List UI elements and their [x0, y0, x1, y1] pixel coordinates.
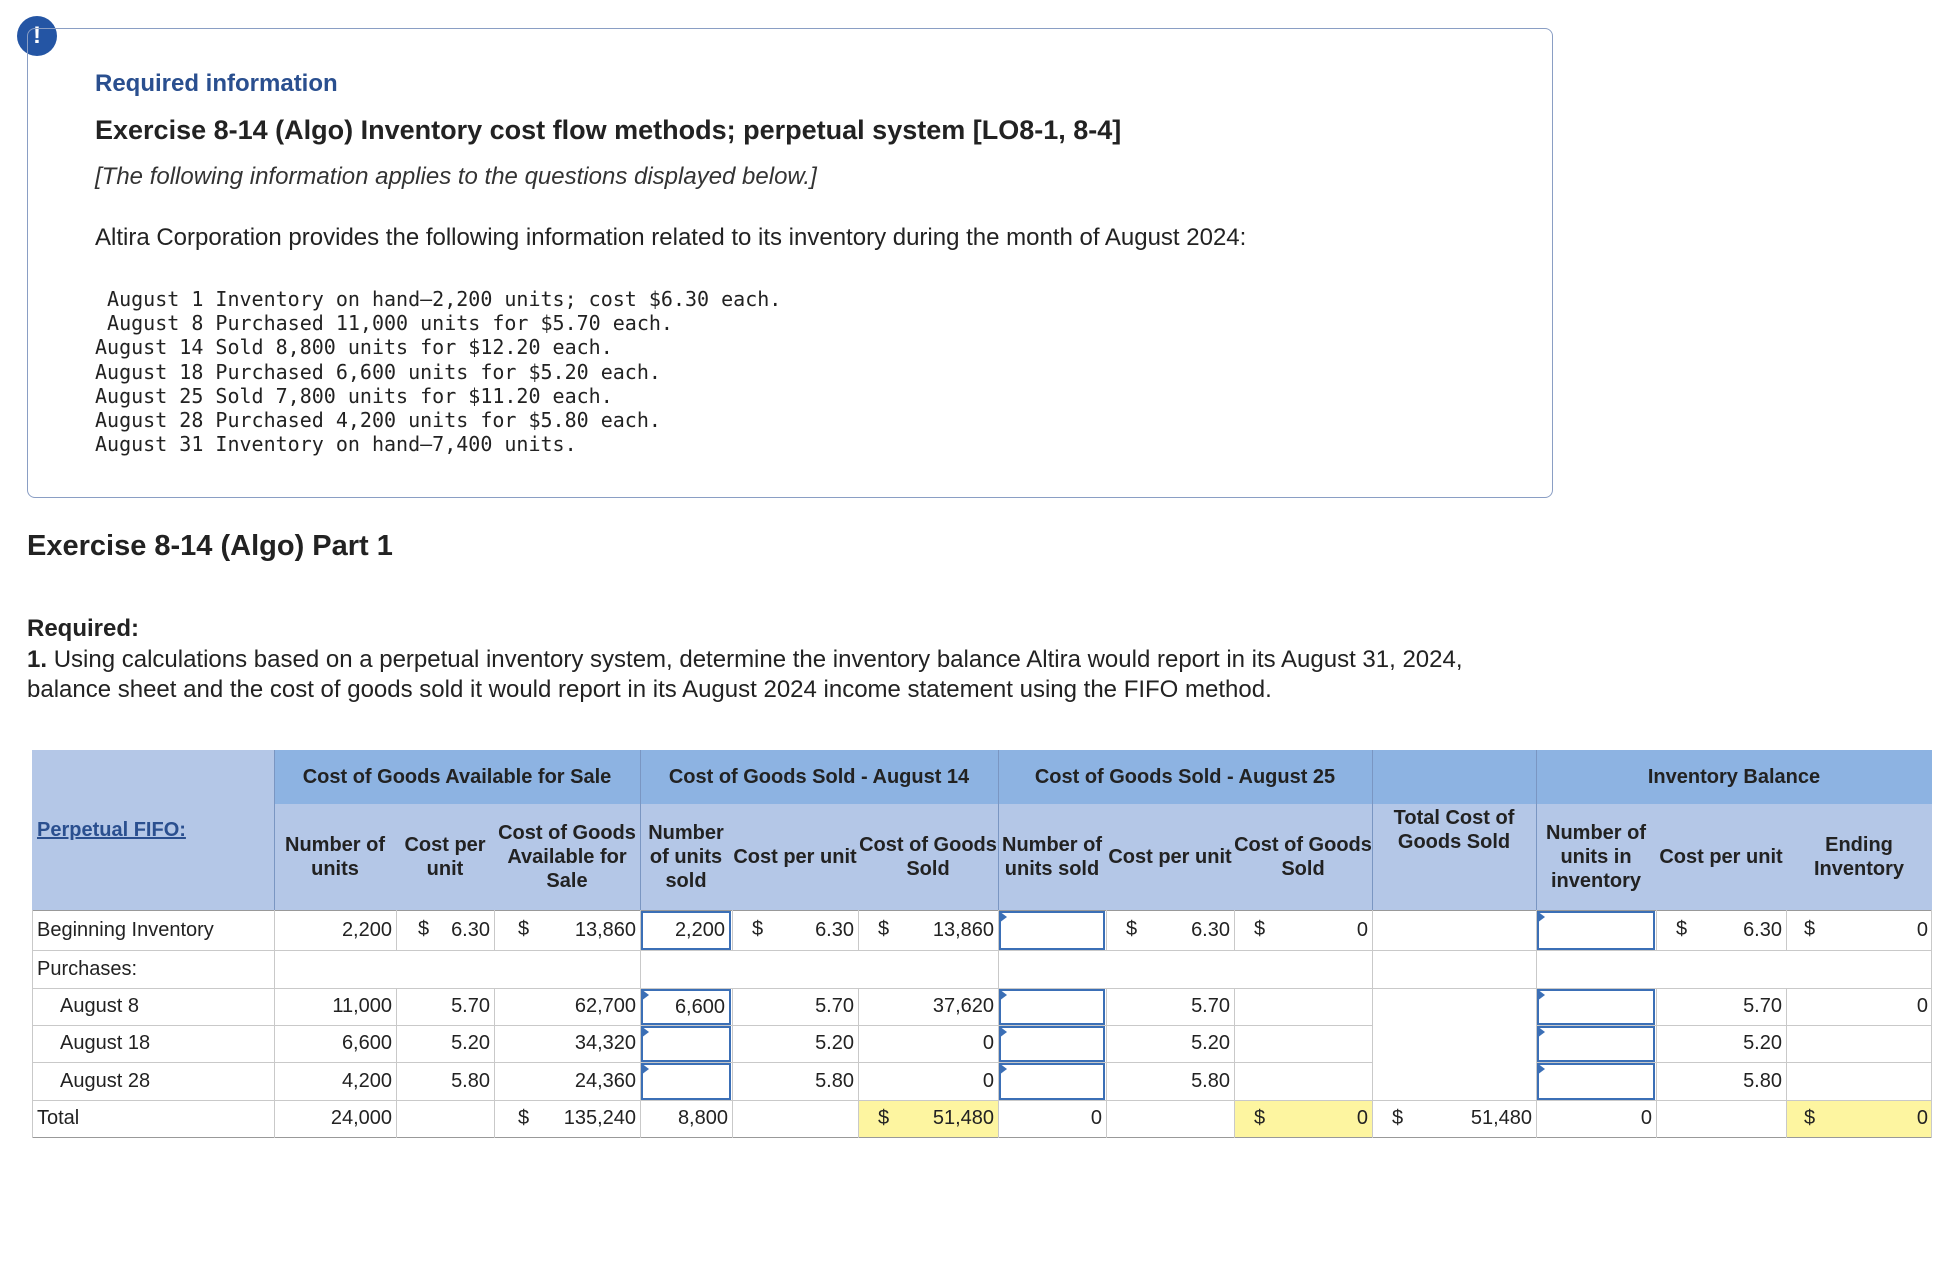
aug28-units-inventory-input[interactable]	[1537, 1063, 1655, 1100]
aug18-units-inventory-input[interactable]	[1537, 1026, 1655, 1062]
data-line: August 25 Sold 7,800 units for $11.20 each.	[95, 383, 613, 408]
beginning-ending-inventory: 0	[1916, 918, 1928, 941]
col-header-cogas: Cost of Goods Available for Sale	[498, 822, 636, 892]
col-header-cpu-inventory: Cost per unit	[1659, 846, 1783, 868]
aug18-cogs-14: 0	[982, 1032, 994, 1054]
dollar-sign: $	[1676, 918, 1688, 940]
input-marker	[641, 989, 649, 1001]
col-header-units-sold-14: Number of units sold	[648, 822, 724, 892]
aug8-sold-25-input[interactable]	[999, 989, 1105, 1025]
total-cogas: 135,240	[563, 1107, 636, 1129]
input-marker	[1537, 989, 1545, 1001]
aug18-cpu-inventory: 5.20	[1743, 1032, 1782, 1054]
dollar-sign: $	[518, 1107, 530, 1129]
input-marker	[1537, 1026, 1545, 1038]
total-cogs-25: 0	[1356, 1107, 1368, 1129]
aug8-cpu-14: 5.70	[815, 995, 854, 1017]
aug28-cogas: 24,360	[574, 1069, 636, 1092]
input-marker	[999, 1063, 1007, 1075]
row-label-aug8: August 8	[60, 995, 139, 1017]
question-number: 1.	[27, 646, 48, 673]
row-label-aug18: August 18	[60, 1032, 151, 1054]
col-header-cpu-14: Cost per unit	[733, 846, 857, 868]
input-marker	[999, 989, 1007, 1001]
dollar-sign: $	[1804, 1107, 1816, 1129]
group-header-balance: Inventory Balance	[1647, 766, 1821, 788]
col-header-cpu: Cost per unit	[404, 834, 486, 880]
data-line: August 14 Sold 8,800 units for $12.20 each.	[95, 335, 613, 360]
question-text: Using calculations based on a perpetual inventory system, determine the inventory balance Altira would report in its August 31, 2024, balance sheet and the cost of goods sold it would report in its August 2024 income statement using the FIFO method.	[27, 646, 1463, 703]
data-line: August 31 Inventory on hand—7,400 units.	[95, 432, 577, 457]
col-header-ending-inventory: Ending Inventory	[1813, 834, 1905, 880]
dollar-sign: $	[878, 1107, 890, 1129]
beginning-sold-25-input[interactable]	[999, 911, 1105, 950]
dollar-sign: $	[418, 918, 430, 940]
aug8-units-inventory-input[interactable]	[1537, 989, 1655, 1025]
dollar-sign: $	[1254, 1107, 1266, 1129]
beginning-cpu: 6.30	[451, 918, 490, 941]
aug28-cpu-14: 5.80	[815, 1069, 854, 1092]
worksheet-title-text: Perpetual FIFO:	[37, 818, 186, 841]
aug18-cpu-14: 5.20	[815, 1032, 854, 1054]
input-marker	[999, 1026, 1007, 1038]
aug28-cpu-25: 5.80	[1191, 1069, 1230, 1092]
aug8-cogas: 62,700	[574, 995, 636, 1017]
total-ending-inventory: 0	[1916, 1107, 1928, 1129]
aug28-sold-25-input[interactable]	[999, 1063, 1105, 1100]
row-label-aug28: August 28	[60, 1069, 151, 1092]
required-info-heading: Required information	[95, 70, 338, 97]
aug8-units: 11,000	[332, 995, 392, 1017]
dollar-sign: $	[1126, 918, 1138, 940]
aug8-sold-14-input[interactable]: 6,600	[641, 989, 731, 1025]
data-line: August 28 Purchased 4,200 units for $5.80 each.	[95, 408, 661, 433]
aug18-sold-25-input[interactable]	[999, 1026, 1105, 1062]
col-header-units: Number of units	[285, 834, 385, 880]
aug8-ending-inventory: 0	[1916, 995, 1928, 1017]
aug28-cogs-14: 0	[982, 1069, 994, 1092]
data-line: August 18 Purchased 6,600 units for $5.20 each.	[95, 359, 661, 384]
exclamation-icon: !	[17, 16, 57, 56]
group-header-cogs25: Cost of Goods Sold - August 25	[1034, 766, 1336, 788]
group-header-available: Cost of Goods Available for Sale	[302, 766, 612, 788]
row-label-total: Total	[37, 1107, 80, 1129]
col-header-cogs-25: Cost of Goods Sold	[1234, 834, 1372, 880]
input-marker	[1537, 1063, 1545, 1075]
col-header-units-sold-25: Number of units sold	[1002, 834, 1102, 880]
exercise-title: Exercise 8-14 (Algo) Inventory cost flow methods; perpetual system [LO8-1, 8-4]	[95, 115, 1122, 145]
aug18-units: 6,600	[341, 1032, 392, 1054]
total-sold-14: 8,800	[677, 1107, 728, 1129]
dollar-sign: $	[518, 918, 530, 940]
input-marker	[641, 1063, 649, 1075]
data-line: August 1 Inventory on hand—2,200 units; cost $6.30 each.	[95, 287, 782, 311]
total-units-inventory: 0	[1640, 1107, 1652, 1129]
aug18-cogas: 34,320	[574, 1032, 636, 1054]
dollar-sign: $	[752, 918, 764, 940]
dollar-sign: $	[1392, 1107, 1404, 1129]
beginning-units: 2,200	[341, 918, 392, 941]
col-header-cpu-25: Cost per unit	[1108, 846, 1232, 868]
aug18-cpu: 5.20	[451, 1032, 490, 1054]
beginning-cpu-14: 6.30	[815, 918, 854, 941]
applies-note: [The following information applies to the questions displayed below.]	[95, 163, 817, 190]
aug8-cogs-14: 37,620	[932, 995, 994, 1017]
dollar-sign: $	[1804, 918, 1816, 940]
total-sold-25: 0	[1090, 1107, 1102, 1129]
aug28-cpu-inventory: 5.80	[1743, 1069, 1782, 1092]
beginning-cogs-14: 13,860	[932, 918, 994, 941]
aug8-cpu-inventory: 5.70	[1743, 995, 1782, 1017]
col-header-cogs-14: Cost of Goods Sold	[859, 834, 997, 880]
aug18-sold-14-input[interactable]	[641, 1026, 731, 1062]
dollar-sign: $	[1254, 918, 1266, 940]
aug8-cpu: 5.70	[451, 995, 490, 1017]
row-label-beginning: Beginning Inventory	[37, 918, 214, 941]
part-title: Exercise 8-14 (Algo) Part 1	[27, 530, 393, 562]
required-label: Required:	[27, 615, 140, 642]
aug18-cpu-25: 5.20	[1191, 1032, 1230, 1054]
col-header-units-inventory: Number of units in inventory	[1546, 822, 1646, 892]
input-marker	[641, 1026, 649, 1038]
row-label-purchases: Purchases:	[37, 957, 138, 980]
aug28-sold-14-input[interactable]	[641, 1063, 731, 1100]
dollar-sign: $	[878, 918, 890, 940]
aug8-cpu-25: 5.70	[1191, 995, 1230, 1017]
beginning-cpu-inventory: 6.30	[1743, 918, 1782, 941]
aug28-cpu: 5.80	[451, 1069, 490, 1092]
total-cogs-14: 51,480	[932, 1107, 994, 1129]
input-marker	[999, 911, 1007, 923]
col-header-total-cogs: Total Cost of Goods Sold	[1393, 807, 1515, 853]
beginning-sold-14-input[interactable]: 2,200	[641, 911, 731, 950]
total-cogs-all: 51,480	[1470, 1107, 1532, 1129]
group-header-cogs14: Cost of Goods Sold - August 14	[668, 766, 970, 788]
total-units: 24,000	[330, 1107, 392, 1129]
data-line: August 8 Purchased 11,000 units for $5.70 each.	[95, 311, 673, 336]
beginning-cpu-25: 6.30	[1191, 918, 1230, 941]
intro-text: Altira Corporation provides the following information related to its inventory during the month of August 2024:	[95, 224, 1247, 251]
beginning-cogas: 13,860	[574, 918, 636, 941]
input-marker	[1537, 911, 1545, 923]
worksheet-title	[37, 804, 267, 856]
aug28-units: 4,200	[341, 1069, 392, 1092]
beginning-units-inventory-input[interactable]	[1537, 911, 1655, 950]
beginning-cogs-25: 0	[1356, 918, 1368, 941]
